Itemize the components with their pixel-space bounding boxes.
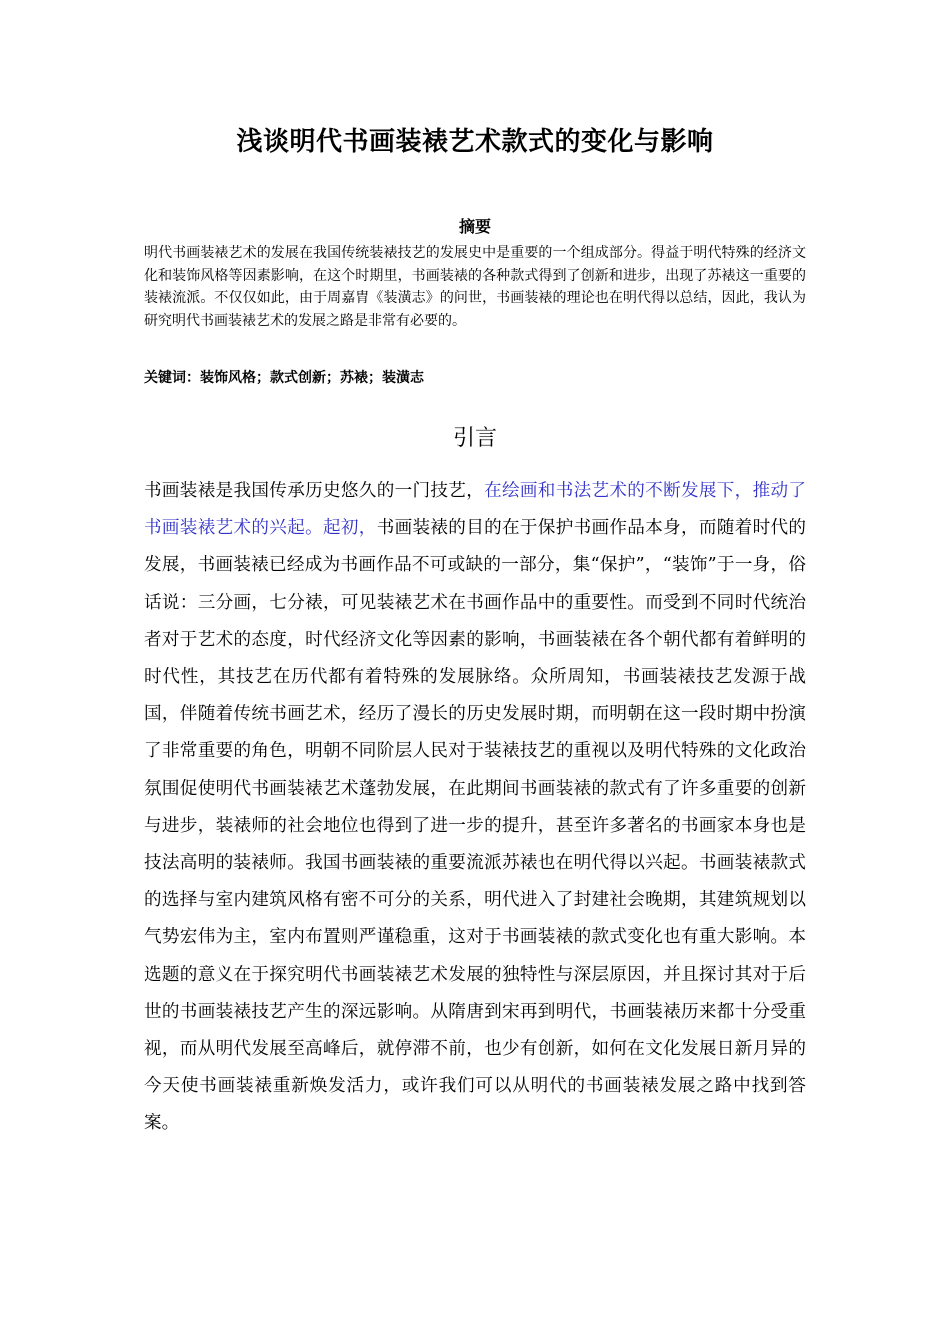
introduction-text-start: 书画装裱是我国传承历史悠久的一门技艺， — [144, 481, 485, 501]
abstract-body: 明代书画装裱艺术的发展在我国传统装裱技艺的发展史中是重要的一个组成部分。得益于明代特殊的经济文化和装饰风格等因素影响，在这个时期里，书画装裱的各种款式得到了创新和进步，出现了苏裱这一重要的装裱流派。不仅仅如此，由于周嘉胄《装潢志》的问世，书画装裱的理论也在明代得以总结，因此，我认为研究明代书画装裱艺术的发展之路是非常有必要的。 — [144, 245, 806, 329]
introduction-text-rest: 书画装裱的目的在于保护书画作品本身，而随着时代的发展，书画装裱已经成为书画作品不可或缺的一部分，集“保护”，“装饰”于一身，俗话说：三分画，七分裱，可见装裱艺术在书画作品中的重要性。而受到不同时代统治者对于艺术的态度，时代经济文化等因素的影响，书画装裱在各个朝代都有着鲜明的时代性，其技艺在历代都有着特殊的发展脉络。众所周知，书画装裱技艺发源于战国，伴随着传统书画艺术，经历了漫长的历史发展时期，而明朝在这一段时期中扮演了非常重要的角色，明朝不同阶层人民对于装裱技艺的重视以及明代特殊的文化政治氛围促使明代书画装裱艺术蓬勃发展，在此期间书画装裱的款式有了许多重要的创新与进步，装裱师的社会地位也得到了进一步的提升，甚至许多著名的书画家本身也是技法高明的装裱师。我国书画装裱的重要流派苏裱也在明代得以兴起。书画装裱款式的选择与室内建筑风格有密不可分的关系，明代进入了封建社会晚期，其建筑规划以气势宏伟为主，室内布置则严谨稳重，这对于书画装裱的款式变化也有重大影响。本选题的意义在于探究明代书画装裱艺术发展的独特性与深层原因，并且探讨其对于后世的书画装裱技艺产生的深远影响。从隋唐到宋再到明代，书画装裱历来都十分受重视，而从明代发展至高峰后，就停滞不前，也少有创新，如何在文化发展日新月异的今天使书画装裱重新焕发活力，或许我们可以从明代的书画装裱发展之路中找到答案。 — [144, 518, 806, 1134]
keywords-line: 关键词：装饰风格；款式创新；苏裱；装潢志 — [144, 370, 424, 386]
introduction-paragraph — [144, 473, 806, 1143]
highlighted-text: 在绘画和书法艺术的不断发展下，推动了书画装裱艺术的兴起。起初， — [144, 481, 806, 539]
introduction-heading: 引言 — [452, 426, 497, 451]
abstract-heading: 摘要 — [458, 217, 491, 236]
paper-title: 浅谈明代书画装裱艺术款式的变化与影响 — [236, 127, 714, 157]
